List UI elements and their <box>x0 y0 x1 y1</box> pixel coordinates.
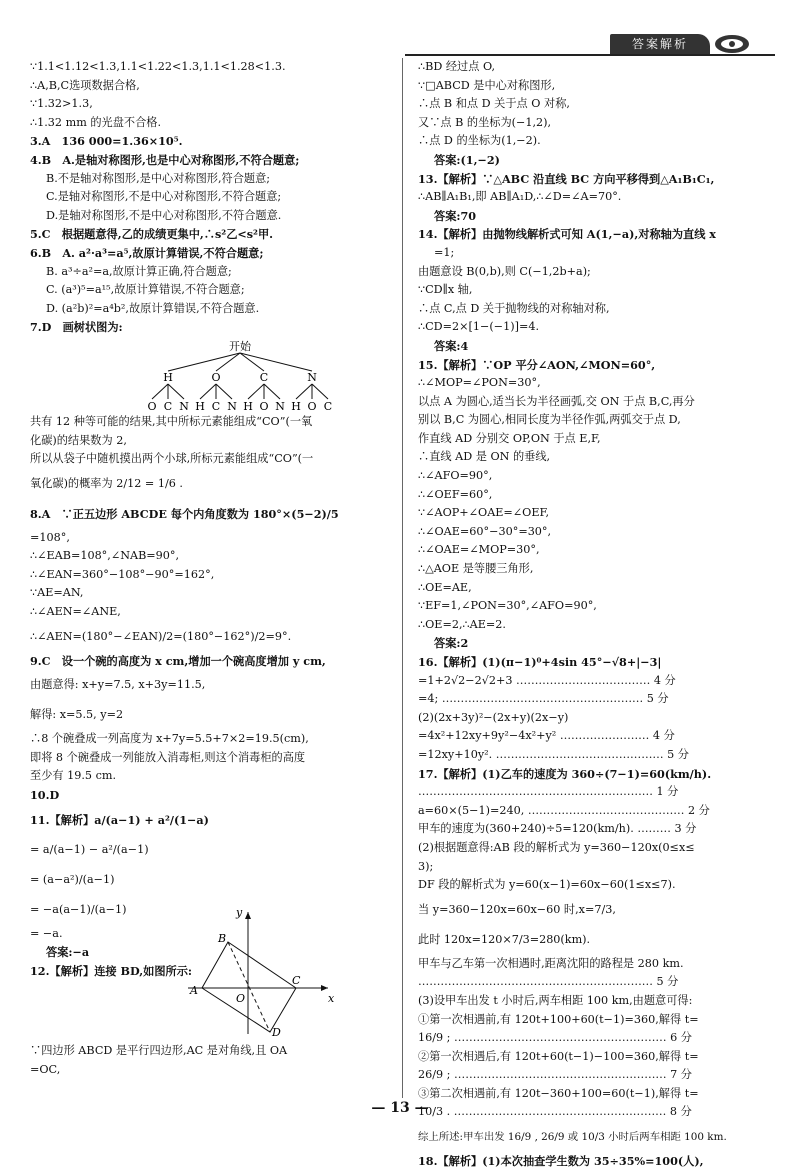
text-line: (3)设甲车出发 t 小时后,两车相距 100 km,由题意可得: <box>418 993 693 1007</box>
text-line: ∴∠EAN=360°−108°−90°=162°, <box>30 567 215 581</box>
text-line: 氧化碳)的概率为 2/12 = 1/6 . <box>30 476 183 490</box>
text-line: 16/9 ; ………………………………………………… 6 分 <box>418 1031 692 1045</box>
answer-14: 14.【解析】由抛物线解析式可知 A(1,−a),对称轴为直线 x <box>418 227 716 242</box>
text-line: ∵1.1<1.12<1.3,1.1<1.22<1.3,1.1<1.28<1.3. <box>30 60 286 73</box>
text-line: 由题意得: x+y=7.5, x+3y=11.5, <box>30 678 206 692</box>
answer-line: 答案:4 <box>434 338 469 353</box>
answer-line: 答案:2 <box>434 636 469 651</box>
text-line: C. (a³)⁵=a¹⁵,故原计算错误,不符合题意; <box>46 283 245 297</box>
text-line: ∴BD 经过点 O, <box>418 60 496 73</box>
text-line: (2)(2x+3y)²−(2x+y)(2x−y) <box>418 710 569 724</box>
answer-5: 5.C 根据题意得,乙的成绩更集中,∴s²乙<s²甲. <box>30 227 274 242</box>
text-line: = a/(a−1) − a²/(a−1) <box>30 842 149 856</box>
text-line: =108°, <box>30 530 70 544</box>
text-line: 化碳)的结果数为 2, <box>30 433 127 447</box>
text-line: =4; ……………………………………………… 5 分 <box>418 692 669 706</box>
text-line: ∴∠AEN=∠ANE, <box>30 605 121 619</box>
text-line: B.不是轴对称图形,是中心对称图形,符合题意; <box>46 171 271 185</box>
text-line: ∴∠OEF=60°, <box>418 487 493 501</box>
tree-root: 开始 <box>229 339 251 353</box>
text-line: 26/9 ; ………………………………………………… 7 分 <box>418 1068 692 1082</box>
text-line: ∵CD∥x 轴, <box>418 283 473 297</box>
text-line: ∴AB∥A₁B₁,即 AB∥A₁D,∴∠D=∠A=70°. <box>418 190 622 204</box>
text-line: 别以 B,C 为圆心,相同长度为半径作弧,两弧交于点 D, <box>418 413 681 427</box>
answer-9: 9.C 设一个碗的高度为 x cm,增加一个碗高度增加 y cm, <box>30 653 326 668</box>
answer-3: 3.A 136 000=1.36×10⁵. <box>30 134 183 149</box>
text-line: 解得: x=5.5, y=2 <box>30 708 124 722</box>
text-line: ∴∠OAE=60°−30°=30°, <box>418 524 552 538</box>
answer-line: 答案:−a <box>46 945 90 960</box>
text-line: =1+2√2−2√2+3 ……………………………… 4 分 <box>418 673 676 687</box>
answer-4: 4.B A.是轴对称图形,也是中心对称图形,不符合题意; <box>30 152 300 167</box>
text-line: 作直线 AD 分别交 OP,ON 于点 E,F, <box>418 431 601 445</box>
label-y: y <box>236 906 243 919</box>
answer-line: 答案:70 <box>434 208 477 223</box>
text-line: 又∵点 B 的坐标为(−1,2), <box>418 115 552 129</box>
tree-leaf: N <box>179 399 189 413</box>
label-a: A <box>190 984 198 997</box>
tree-leaf: N <box>227 399 237 413</box>
text-line: B. a³÷a²=a,故原计算正确,符合题意; <box>46 264 232 278</box>
text-line: = (a−a²)/(a−1) <box>30 872 115 886</box>
tree-leaf: C <box>163 399 173 413</box>
text-line: 此时 120x=120×7/3=280(km). <box>418 932 591 946</box>
text-line: ∵□ABCD 是中心对称图形, <box>418 78 556 92</box>
text-line: ∴1.32 mm 的光盘不合格. <box>30 115 162 129</box>
text-line: 当 y=360−120x=60x−60 时,x=7/3, <box>418 902 616 916</box>
label-b: B <box>218 932 227 945</box>
text-line: =4x²+12xy+9y²−4x²+y² …………………… 4 分 <box>418 729 675 743</box>
text-line: ∴CD=2×[1−(−1)]=4. <box>418 320 540 334</box>
text-line: ∴点 B 和点 D 关于点 O 对称, <box>418 97 570 111</box>
text-line: 甲车与乙车第一次相遇时,距离沈阳的路程是 280 km. <box>418 956 684 970</box>
tree-leaf: H <box>243 399 253 413</box>
text-line: ∴∠MOP=∠PON=30°, <box>418 376 541 390</box>
answer-line: 答案:(1,−2) <box>434 152 500 167</box>
text-line: 共有 12 种等可能的结果,其中所标元素能组成“CO”(一氧 <box>30 414 313 428</box>
answer-15: 15.【解析】∵OP 平分∠AON,∠MON=60°, <box>418 357 656 372</box>
text-line: DF 段的解析式为 y=60(x−1)=60x−60(1≤x≤7). <box>418 878 676 892</box>
text-line: ∴8 个碗叠成一列高度为 x+7y=5.5+7×2=19.5(cm), <box>30 732 309 746</box>
text-line: ∴∠AFO=90°, <box>418 469 493 483</box>
text-line: 即将 8 个碗叠成一列能放入消毒柜,则这个消毒柜的高度 <box>30 750 306 764</box>
text-line: 3); <box>418 859 434 873</box>
text-line: (2)根据题意得:AB 段的解析式为 y=360−120x(0≤x≤ <box>418 840 695 854</box>
parallelogram-figure <box>178 906 338 1038</box>
text-line: ∵EF=1,∠PON=30°,∠AFO=90°, <box>418 599 597 613</box>
text-line: ①第一次相遇前,有 120t+100+60(t−1)=360,解得 t= <box>418 1012 699 1026</box>
answer-7: 7.D 画树状图为: <box>30 320 123 335</box>
text-line: ……………………………………………………… 1 分 <box>418 785 679 799</box>
text-line: 所以从袋子中随机摸出两个小球,所标元素能组成“CO”(一 <box>30 452 314 466</box>
text-line: =1; <box>434 245 455 259</box>
label-x: x <box>328 992 335 1005</box>
label-d: D <box>272 1026 281 1038</box>
text-line: 以点 A 为圆心,适当长为半径画弧,交 ON 于点 B,C,再分 <box>418 394 695 408</box>
text-line: 甲车的速度为(360+240)÷5=120(km/h). ……… 3 分 <box>418 822 697 836</box>
tree-diagram <box>130 339 350 413</box>
answer-8: 8.A ∵正五边形 ABCDE 每个内角度数为 180°×(5−2)/5 <box>30 506 339 521</box>
text-line: ∴A,B,C选项数据合格, <box>30 78 140 92</box>
text-line: ∴∠AEN=(180°−∠EAN)/2=(180°−162°)/2=9°. <box>30 629 292 643</box>
text-line: ∴点 D 的坐标为(1,−2). <box>418 134 541 148</box>
tree-leaf: O <box>259 399 269 413</box>
text-line: ∵∠AOP+∠OAE=∠OEF, <box>418 506 550 520</box>
text-line: ∵AE=AN, <box>30 586 84 600</box>
column-divider <box>402 58 403 1098</box>
text-line: ……………………………………………………… 5 分 <box>418 975 679 989</box>
text-line: 10/3 . ………………………………………………… 8 分 <box>418 1105 692 1119</box>
label-o: O <box>236 992 246 1005</box>
text-line: = −a. <box>30 926 63 940</box>
tree-leaf: N <box>275 399 285 413</box>
text-line: ∵四边形 ABCD 是平行四边形,AC 是对角线,且 OA <box>30 1044 288 1057</box>
text-line: ∵1.32>1.3, <box>30 97 93 111</box>
text-line: C.是轴对称图形,不是中心对称图形,不符合题意; <box>46 190 282 204</box>
left-column-bottom <box>30 1042 390 1079</box>
text-line: ∴OE=2,∴AE=2. <box>418 617 506 631</box>
text-line: ∴直线 AD 是 ON 的垂线, <box>418 450 551 464</box>
answer-17: 17.【解析】(1)乙车的速度为 360÷(7−1)=60(km/h). <box>418 766 712 781</box>
answer-12: 12.【解析】连接 BD,如图所示: <box>30 963 193 978</box>
tree-leaf: O <box>147 399 157 413</box>
text-line: ③第二次相遇前,有 120t−360+100=60(t−1),解得 t= <box>418 1086 699 1100</box>
text-line: ②第一次相遇后,有 120t+60(t−1)−100=360,解得 t= <box>418 1049 699 1063</box>
text-line: D. (a²b)²=a⁴b²,故原计算错误,不符合题意. <box>46 301 260 315</box>
tree-l1-c: C <box>259 370 269 384</box>
right-column <box>418 58 778 1171</box>
page-number: — 13 — <box>371 1100 429 1116</box>
text-line: 由题意设 B(0,b),则 C(−1,2b+a); <box>418 264 591 278</box>
text-line: ∴OE=AE, <box>418 580 472 594</box>
text-line: 综上所述:甲车出发 16/9 , 26/9 或 10/3 小时后两车相距 100 km. <box>418 1131 727 1144</box>
answer-18: 18.【解析】(1)本次抽查学生数为 35÷35%=100(人), <box>418 1154 704 1169</box>
text-line: = −a(a−1)/(a−1) <box>30 902 127 916</box>
text-line: 至少有 19.5 cm. <box>30 769 117 783</box>
text-line: =12xy+10y². ……………………………………… 5 分 <box>418 747 689 761</box>
tree-leaf: H <box>291 399 301 413</box>
tree-leaf: H <box>195 399 205 413</box>
tree-l1-n: N <box>307 370 317 384</box>
tree-leaf: C <box>323 399 333 413</box>
text-line: ∴点 C,点 D 关于抛物线的对称轴对称, <box>418 301 610 315</box>
text-line: ∴∠OAE=∠MOP=30°, <box>418 543 540 557</box>
answer-13: 13.【解析】∵△ABC 沿直线 BC 方向平移得到△A₁B₁C₁, <box>418 171 715 186</box>
answer-16: 16.【解析】(1)(π−1)⁰+4sin 45°−√8+|−3| <box>418 655 662 669</box>
answer-11: 11.【解析】a/(a−1) + a²/(1−a) <box>30 812 209 827</box>
tree-l1-h: H <box>163 370 173 384</box>
text-line: D.是轴对称图形,不是中心对称图形,不符合题意. <box>46 208 282 222</box>
header-tag: 答案解析 <box>610 34 710 54</box>
tree-leaf: C <box>211 399 221 413</box>
answer-10: 10.D <box>30 788 60 803</box>
answer-6: 6.B A. a²·a³=a⁵,故原计算错误,不符合题意; <box>30 245 264 260</box>
text-line: a=60×(5−1)=240, …………………………………… 2 分 <box>418 803 710 817</box>
label-c: C <box>292 974 301 987</box>
book-logo-icon <box>712 32 752 54</box>
tree-l1-o: O <box>211 370 221 384</box>
left-column <box>30 58 390 980</box>
text-line: =OC, <box>30 1062 61 1076</box>
text-line: ∴∠EAB=108°,∠NAB=90°, <box>30 549 180 563</box>
text-line: ∴△AOE 是等腰三角形, <box>418 562 534 576</box>
tree-leaf: O <box>307 399 317 413</box>
